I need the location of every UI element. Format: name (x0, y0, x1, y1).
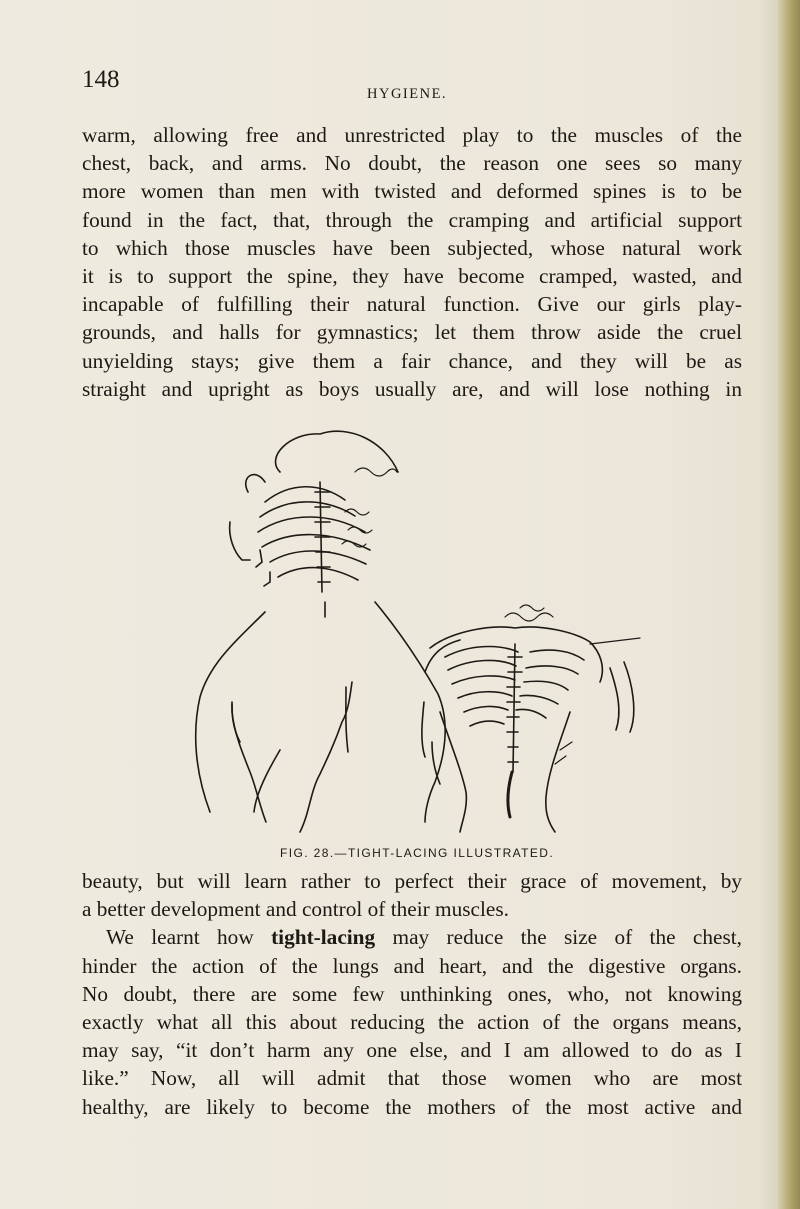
text-line: grounds, and halls for gymnastics; let them throw aside the cruel (82, 320, 742, 345)
paragraph-2 (82, 867, 742, 1121)
text-line: it is to support the spine, they have become cramped, wasted, and (82, 264, 742, 289)
tight-lacing-illustration (170, 412, 670, 837)
text-line: unyielding stays; give them a fair chance, and they will be as (82, 348, 742, 373)
text-line: warm, allowing free and unrestricted play to the muscles of the (82, 123, 742, 147)
text-line: exactly what all this about reducing the action of the organs means, (82, 1010, 742, 1035)
natural-skeleton-figure (196, 431, 445, 832)
text-line: incapable of fulfilling their natural function. Give our girls play- (82, 292, 742, 317)
text-fragment: We learnt how (106, 925, 272, 950)
text-line (82, 923, 742, 951)
text-line: like.” Now, all will admit that those women who are most (82, 1066, 742, 1091)
text-line: to which those muscles have been subjected, whose natural work (82, 235, 742, 260)
paragraph-1 (82, 121, 742, 403)
text-line: may say, “it don’t harm any one else, and I am allowed to do as I (82, 1038, 742, 1063)
text-line: healthy, are likely to become the mothers of the most active and (82, 1094, 742, 1119)
bold-term: tight-lacing (271, 925, 376, 950)
text-line: straight and upright as boys usually are, and will lose nothing in (82, 376, 742, 401)
text-line: No doubt, there are some few unthinking ones, who, not knowing (82, 981, 742, 1006)
text-line: chest, back, and arms. No doubt, the reason one sees so many (82, 151, 742, 176)
page-number: 148 (82, 66, 120, 93)
text-line: hinder the action of the lungs and heart, and the digestive organs. (82, 953, 742, 978)
figure-caption: FIG. 28.—TIGHT-LACING ILLUSTRATED. (280, 846, 555, 860)
tight-laced-skeleton-figure (422, 605, 640, 832)
text-line: more women than men with twisted and deformed spines is to be (82, 179, 742, 204)
text-line: beauty, but will learn rather to perfect their grace of movement, by (82, 869, 742, 893)
page-edge (778, 0, 800, 1209)
text-line: found in the fact, that, through the cramping and artificial support (82, 207, 742, 232)
text-line: a better development and control of their muscles. (82, 897, 509, 922)
running-head: HYGIENE. (367, 86, 448, 102)
text-fragment: may reduce the size of the chest, (375, 925, 743, 950)
